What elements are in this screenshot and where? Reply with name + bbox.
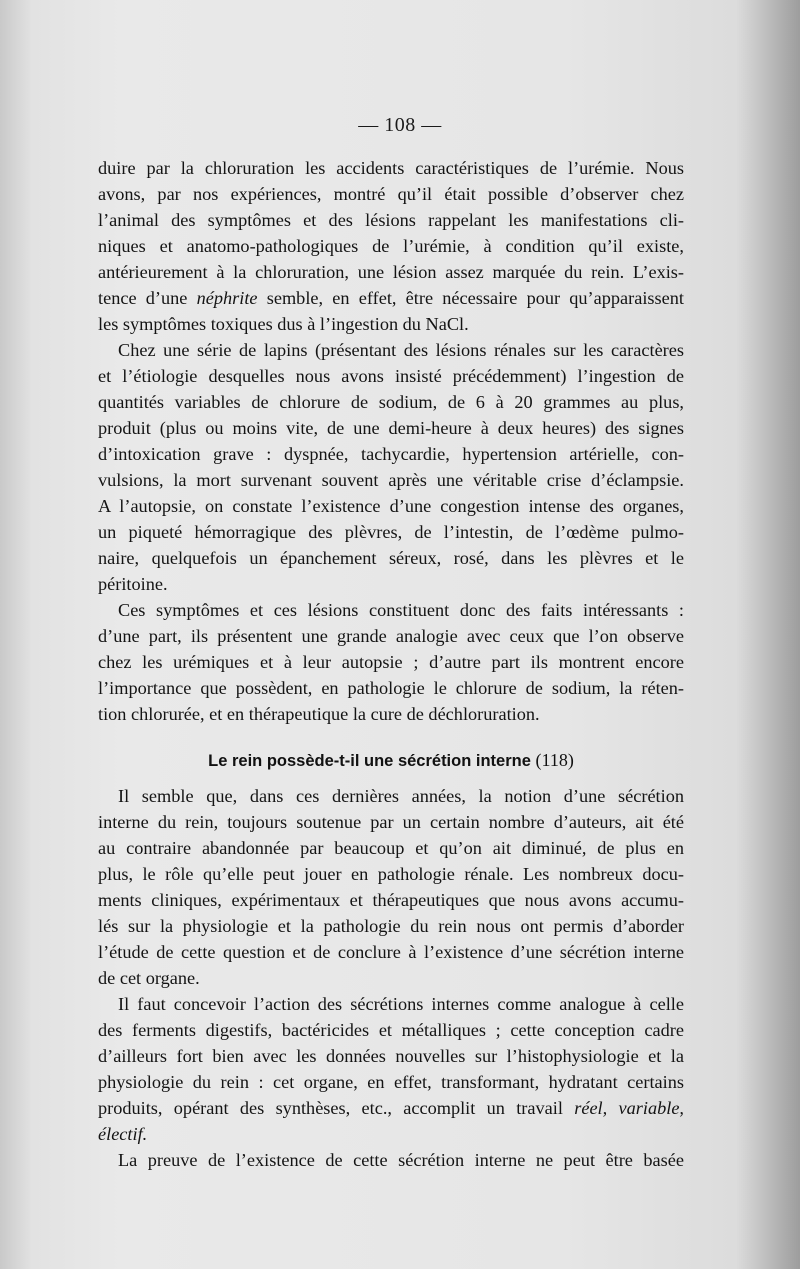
text-line: quantités variables de chlorure de sodium, de 6 à 20 grammes au plus,	[98, 392, 684, 412]
text-line: niques et anatomo-pathologiques de l’urémie, à condition qu’il existe,	[98, 236, 684, 256]
text-line: tion chlorurée, et en thérapeutique la cure de déchloruration.	[98, 704, 540, 724]
text-line: vulsions, la mort survenant souvent après une véritable crise d’éclampsie.	[98, 470, 684, 490]
page-number: — 108 —	[358, 114, 442, 136]
text-span: semble, en effet, être nécessaire pour qu’apparaissent	[257, 288, 684, 308]
paragraph-3	[98, 597, 684, 727]
text-line: lés sur la physiologie et la pathologie du rein nous ont permis d’aborder	[98, 916, 684, 936]
text-line: A l’autopsie, on constate l’existence d’une congestion intense des organes,	[98, 496, 684, 516]
text-line: d’intoxication grave : dyspnée, tachycardie, hypertension artérielle, con-	[98, 444, 684, 464]
section-reference: (118)	[535, 750, 574, 770]
text-line: Ces symptômes et ces lésions constituent donc des faits intéressants :	[118, 600, 684, 620]
text-line: des ferments digestifs, bactéricides et métalliques ; cette conception cadre	[98, 1020, 684, 1040]
paragraph-6	[98, 1147, 684, 1173]
text-line: l’importance que possèdent, en pathologie le chlorure de sodium, la réten-	[98, 678, 684, 698]
text-line	[98, 1095, 684, 1121]
text-line: duire par la chloruration les accidents caractéristiques de l’urémie. Nous	[98, 158, 684, 178]
text-line: produit (plus ou moins vite, de une demi-heure à deux heures) des signes	[98, 418, 684, 438]
body-text	[98, 155, 684, 1173]
text-line: d’ailleurs fort bien avec les données nouvelles sur l’histophysiologie et la	[98, 1046, 684, 1066]
text-line: péritoine.	[98, 574, 168, 594]
text-line: un piqueté hémorragique des plèvres, de l’intestin, de l’œdème pulmo-	[98, 522, 684, 542]
text-line: l’étude de cette question et de conclure à l’existence d’une sécrétion interne	[98, 942, 684, 962]
text-line: ments cliniques, expérimentaux et thérapeutiques que nous avons accumu-	[98, 890, 684, 910]
text-line: avons, par nos expériences, montré qu’il était possible d’observer chez	[98, 184, 684, 204]
text-line: de cet organe.	[98, 968, 200, 988]
paragraph-2	[98, 337, 684, 597]
italic-term: électif.	[98, 1124, 148, 1144]
text-line: interne du rein, toujours soutenue par un certain nombre d’auteurs, ait été	[98, 812, 684, 832]
text-line: et l’étiologie desquelles nous avons insisté précédemment) l’ingestion de	[98, 366, 684, 386]
text-line: La preuve de l’existence de cette sécrétion interne ne peut être basée	[118, 1150, 684, 1170]
text-line: d’une part, ils présentent une grande analogie avec ceux que l’on observe	[98, 626, 684, 646]
section-heading	[98, 745, 684, 775]
text-line: l’animal des symptômes et des lésions rappelant les manifestations cli-	[98, 210, 684, 230]
text-line: naire, quelquefois un épanchement séreux, rosé, dans les plèvres et le	[98, 548, 684, 568]
text-line: Chez une série de lapins (présentant des lésions rénales sur les caractères	[118, 340, 684, 360]
paragraph-1	[98, 155, 684, 337]
text-line: antérieurement à la chloruration, une lésion assez marquée du rein. L’exis-	[98, 262, 684, 282]
text-line: au contraire abandonnée par beaucoup et qu’on ait diminué, de plus en	[98, 838, 684, 858]
italic-term: néphrite	[196, 288, 258, 308]
paragraph-5	[98, 991, 684, 1147]
text-line: les symptômes toxiques dus à l’ingestion du NaCl.	[98, 314, 469, 334]
text-line: Il semble que, dans ces dernières années, la notion d’une sécrétion	[118, 786, 684, 806]
text-line	[98, 1121, 684, 1147]
section-title-text: Le rein possède-t-il une sécrétion interne	[208, 752, 531, 770]
text-line	[98, 285, 684, 311]
text-span: produits, opérant des synthèses, etc., accomplit un travail	[98, 1098, 575, 1118]
paragraph-4	[98, 783, 684, 991]
text-line: physiologie du rein : cet organe, en effet, transformant, hydratant certains	[98, 1072, 684, 1092]
text-line: Il faut concevoir l’action des sécrétions internes comme analogue à celle	[118, 994, 684, 1014]
text-span: tence d’une	[98, 288, 197, 308]
text-line: chez les urémiques et à leur autopsie ; d’autre part ils montrent encore	[98, 652, 684, 672]
text-line: plus, le rôle qu’elle peut jouer en pathologie rénale. Les nombreux docu-	[98, 864, 684, 884]
italic-term: réel, variable,	[574, 1098, 685, 1118]
